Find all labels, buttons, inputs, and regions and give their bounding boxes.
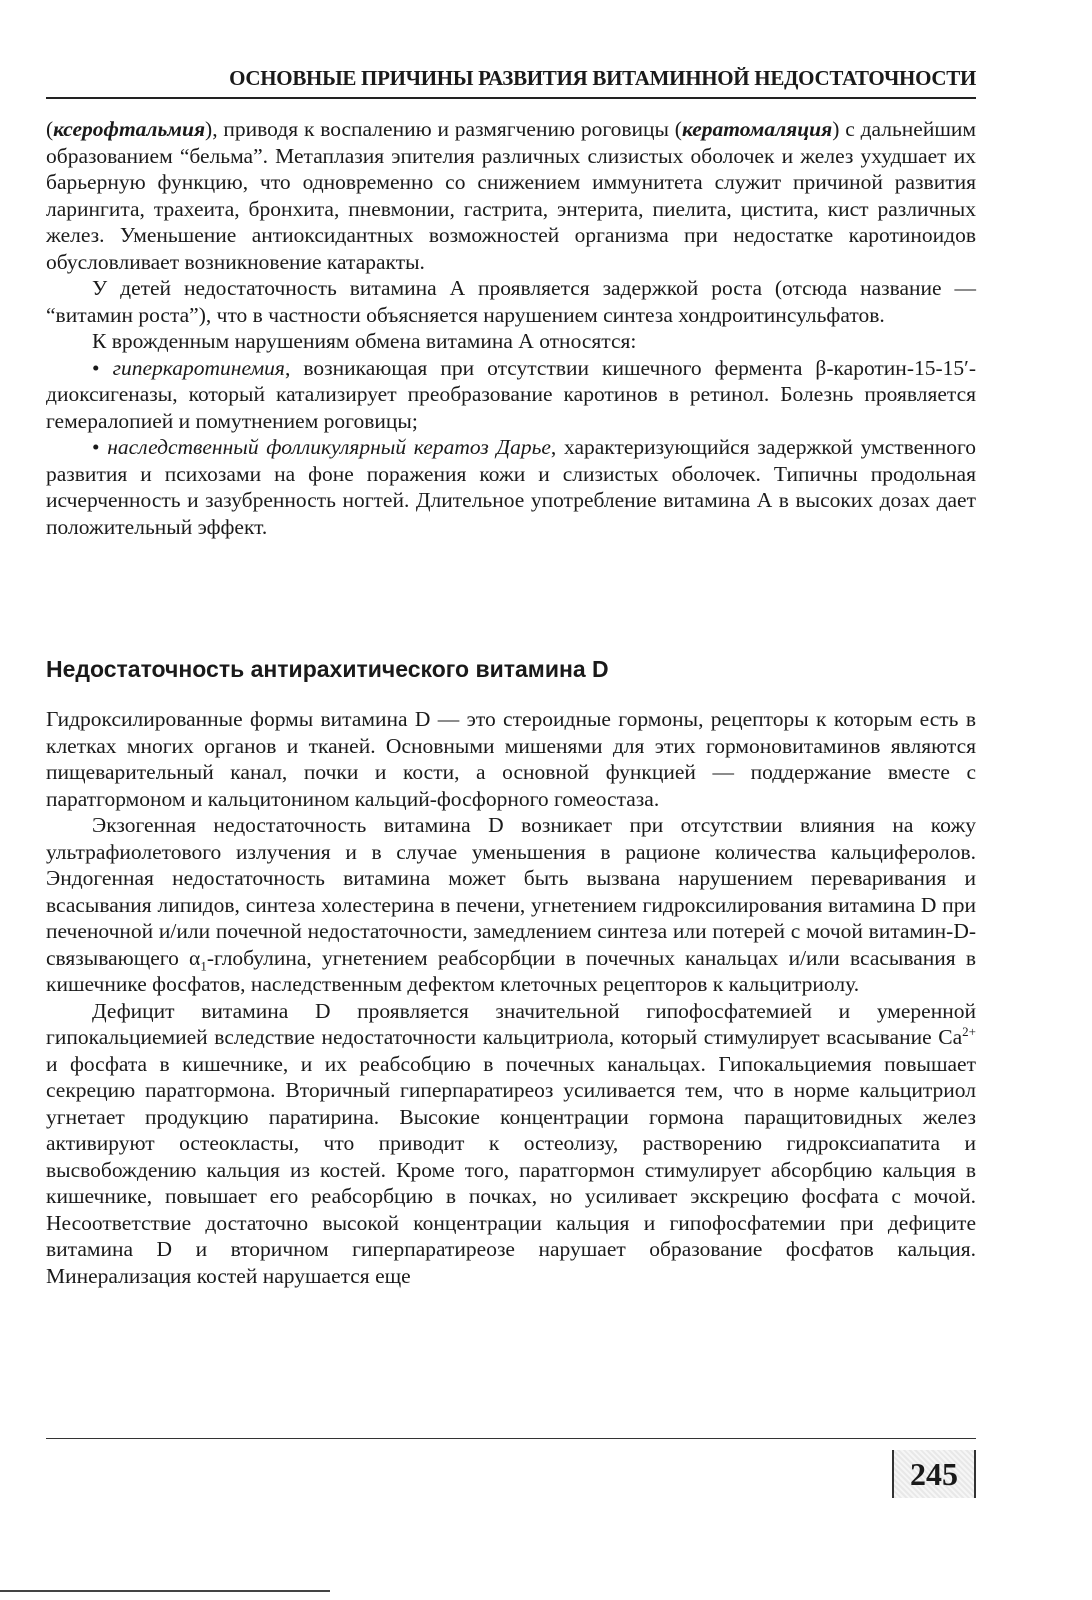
running-title: ОСНОВНЫЕ ПРИЧИНЫ РАЗВИТИЯ ВИТАМИННОЙ НЕДОСТАТОЧНОСТИ [229,66,976,90]
term-hypercarotenemia: гиперкаротинемия [112,355,285,380]
text-span: ) с дальнейшим образованием “бельма”. Метаплазия эпителия различных слизистых оболочек и желез ухудшает их барьерную функцию, что одновременно со снижением иммунитета служит причиной развития ларингита, трахеита, бронхита, пневмонии, гастрита, энтерита, пиелита, цистита, кист различных желез. Уменьшение антиоксидантных возможностей организма при недостатке каротиноидов обусловливает возникновение катаракты. [46,117,976,274]
superscript: 2+ [962,1023,976,1039]
paragraph [46,998,976,1290]
scan-edge-line [0,1590,330,1592]
paragraph: У детей недостаточность витамина А проявляется задержкой роста (отсюда название — “витамин роста”), что в частности объясняется нарушением синтеза хондроитинсульфатов. [46,276,976,327]
paragraph [46,812,976,998]
section-heading: Недостаточность антирахитического витамина D [46,656,609,682]
bullet-mark: • [92,435,100,459]
paragraph: Гидроксилированные формы витамина D — это стероидные гормоны, рецепторы к которым есть в клетках многих органов и тканей. Основными мишенями для этих гормоновитаминов являются пищеварительный канал, почки и кости, а основной функцией — поддержание вместе с паратгормоном и кальцитонином кальций-фосфорного гомеостаза. [46,707,976,811]
paragraph [46,116,976,275]
term-keratomalacia: кератомаляция [681,117,833,141]
text-span: и фосфата в кишечнике, и их реабсобцию в почечных канальцах. Гипокальциемия повышает секрецию паратгормона. Вторичный гиперпаратиреоз усиливается тем, что в норме кальцитриол угнетает продукцию паратирина. Высокие концентрации гормона паращитовидных желез активируют остеокласты, что приводит к остеолизу, растворению гидроксиапатита и высвобождению кальция из костей. Кроме того, паратгормон стимулирует абсорбцию кальция в кишечнике, повышает его реабсорбцию в почках, но усиливает экскрецию фосфата с мочой. Несоответствие достаточно высокой концентрации кальция и гипофосфатемии при дефиците витамина D и вторичном гиперпаратиреозе нарушает образование фосфатов кальция. Минерализация костей нарушается еще [46,1051,976,1288]
text-span: ( [46,117,54,141]
footer-rule [46,1438,976,1439]
term-xerophthalmia: ксерофтальмия [53,117,206,141]
text-span: Экзогенная недостаточность витамина D возникает при отсутствии влияния на кожу ультрафиолетового излучения и в случае уменьшения в рационе количества кальциферолов. Эндогенная недостаточность витамина может быть вызвана нарушением переваривания и всасывания липидов, синтеза холестерина в печени, угнетением гидроксилирования витамина D при печеночной и/или почечной недостаточности, замедлением синтеза или потерей с мочой витамин-D-связывающего α [46,813,976,970]
text-span: , возникающая при отсутствии кишечного фермента β-каротин-15-15′-диоксигеназы, который катализирует преобразование каротинов в ретинол. Болезнь проявляется гемералопией и помутнением роговицы; [46,355,976,433]
bullet-item [46,434,976,540]
header-rule [46,97,976,99]
paragraph: К врожденным нарушениям обмена витамина А относятся: [92,329,637,353]
subscript: 1 [200,957,207,973]
page-number: 245 [892,1450,976,1498]
section2-text [46,706,976,1289]
text-span: , характеризующийся задержкой умственного развития и психозами на фоне поражения кожи и слизистых оболочек. Типичны продольная исчерченность и зазубренность ногтей. Длительное употребление витамина А в высоких дозах дает положительный эффект. [46,435,976,539]
text-span: Дефицит витамина D проявляется значительной гипофосфатемией и умеренной гипокальциемией вследствие недостаточности кальцитриола, который стимулирует всасывание Ca [46,998,976,1049]
bullet-mark: • [92,355,100,380]
text-span: ), приводя к воспалению и размягчению роговицы ( [205,117,682,141]
text-span: -глобулина, угнетением реабсорбции в почечных канальцах и/или всасывания в кишечнике фосфатов, наследственным дефектом клеточных рецепторов к кальцитриолу. [46,945,977,996]
section1-text [46,116,976,540]
term-darier-keratosis: наследственный фолликулярный кератоз Дарье [107,435,551,459]
bullet-item [46,355,976,435]
